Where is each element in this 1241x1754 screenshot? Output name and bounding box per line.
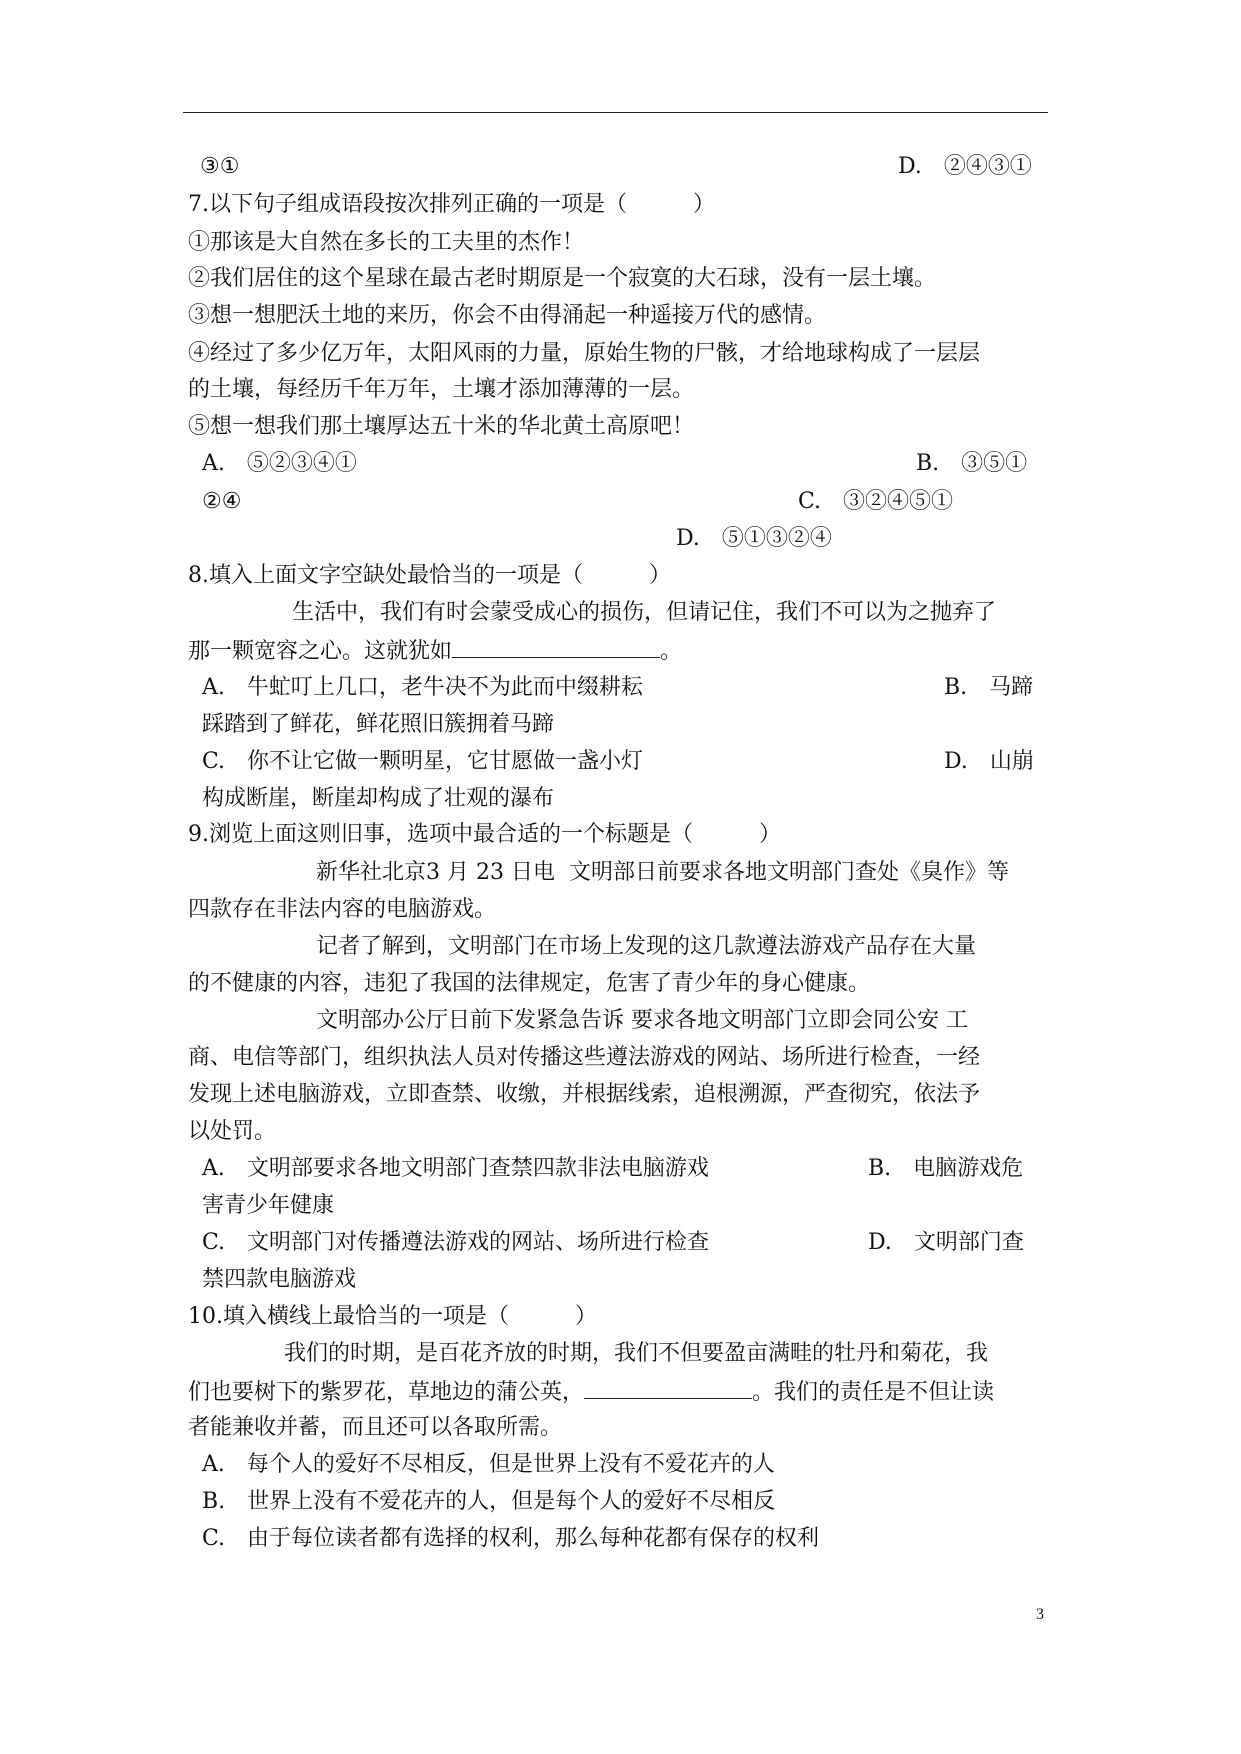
header-rule [183, 112, 1048, 113]
q8-paragraph-line-1: 生活中，我们有时会蒙受成心的损伤，但请记住，我们不可以为之抛弃了 [292, 600, 997, 625]
q8-answer-blank [452, 635, 660, 658]
q7-option-c: C. ③②④⑤① [798, 489, 954, 514]
q9-news-line-6: 商、电信等部门，组织执法人员对传播这些遵法游戏的网站、场所进行检查，一经 [188, 1045, 981, 1070]
q8-paragraph-end: 。 [660, 639, 683, 664]
q10-option-a: A. 每个人的爱好不尽相反，但是世界上没有不爱花卉的人 [202, 1452, 775, 1477]
q8-option-b: B. 马蹄 [944, 675, 1034, 700]
q6-option-d: D. ②④③① [898, 154, 1032, 179]
q9-news-line-4: 的不健康的内容，违犯了我国的法律规定，危害了青少年的身心健康。 [188, 971, 871, 996]
q9-news-line-7: 发现上述电脑游戏，立即查禁、收缴，并根据线索，追根溯源，严查彻究，依法予 [188, 1082, 981, 1107]
q9-news-line-3: 记者了解到，文明部门在市场上发现的这几款遵法游戏产品存在大量 [316, 934, 977, 959]
q10-option-c: C. 由于每位读者都有选择的权利，那么每种花都有保存的权利 [202, 1526, 820, 1551]
q9-stem: 9.浏览上面这则旧事，选项中最合适的一个标题是（ ） [188, 822, 781, 847]
q7-stem: 7.以下句子组成语段按次排列正确的一项是（ ） [188, 192, 715, 217]
q6-option-a-tail: ③① [200, 154, 240, 179]
q7-sentence-5: ⑤想一想我们那土壤厚达五十米的华北黄土高原吧！ [188, 414, 695, 439]
q9-option-b-tail: 害青少年健康 [202, 1193, 335, 1218]
q7-option-b-tail: ②④ [202, 489, 242, 514]
q10-paragraph-end: 。我们的责任是不但让读 [752, 1380, 995, 1405]
q7-sentence-4b: 的土壤，每经历千年万年，土壤才添加薄薄的一层。 [188, 377, 695, 402]
q9-news-line-2: 四款存在非法内容的电脑游戏。 [188, 897, 497, 922]
q10-answer-blank [584, 1376, 752, 1399]
q7-option-a: A. ⑤②③④① [202, 451, 357, 476]
q9-news-line-1: 新华社北京3 月 23 日电 文明部日前要求各地文明部门查处《臭作》等 [316, 860, 1009, 885]
q8-stem: 8.填入上面文字空缺处最恰当的一项是（ ） [188, 563, 671, 588]
q8-option-d-tail: 构成断崖，断崖却构成了壮观的瀑布 [202, 786, 555, 811]
q8-paragraph-line-2 [188, 635, 682, 667]
q9-option-d: D. 文明部门查 [868, 1230, 1024, 1255]
q10-paragraph-line-3: 者能兼收并蓄，而且还可以各取所需。 [188, 1415, 563, 1440]
q7-option-d: D. ⑤①③②④ [676, 526, 832, 551]
q7-option-b: B. ③⑤① [916, 451, 1028, 476]
q10-paragraph-line-2 [188, 1376, 994, 1408]
page-number: 3 [1036, 1606, 1044, 1623]
q7-sentence-3: ③想一想肥沃土地的来历，你会不由得涌起一种遥接万代的感情。 [188, 303, 827, 328]
q8-option-a: A. 牛虻叮上几口，老牛决不为此而中缀耕耘 [202, 675, 643, 700]
q9-news-line-5: 文明部办公厅日前下发紧急告诉 要求各地文明部门立即会同公安 工 [316, 1008, 968, 1033]
q7-sentence-4a: ④经过了多少亿万年，太阳风雨的力量，原始生物的尸骸，才给地球构成了一层层 [188, 341, 981, 366]
q8-option-b-tail: 踩踏到了鲜花，鲜花照旧簇拥着马蹄 [202, 712, 555, 737]
q9-option-b: B. 电脑游戏危 [868, 1156, 1024, 1181]
q7-sentence-1: ①那该是大自然在多长的工夫里的杰作！ [188, 230, 585, 255]
q9-option-d-tail: 禁四款电脑游戏 [202, 1267, 357, 1292]
q9-option-a: A. 文明部要求各地文明部门查禁四款非法电脑游戏 [202, 1156, 709, 1181]
q10-stem: 10.填入横线上最恰当的一项是（ ） [188, 1304, 597, 1329]
q7-sentence-2: ②我们居住的这个星球在最古老时期原是一个寂寞的大石球，没有一层土壤。 [188, 266, 937, 291]
q8-option-c: C. 你不让它做一颗明星，它甘愿做一盏小灯 [202, 749, 644, 774]
q10-paragraph-text: 们也要树下的紫罗花，草地边的蒲公英， [188, 1380, 585, 1405]
q10-option-b: B. 世界上没有不爱花卉的人，但是每个人的爱好不尽相反 [202, 1489, 776, 1514]
q9-option-c: C. 文明部门对传播遵法游戏的网站、场所进行检查 [202, 1230, 710, 1255]
q8-paragraph-text: 那一颗宽容之心。这就犹如 [188, 639, 453, 664]
q9-news-line-8: 以处罚。 [188, 1119, 277, 1144]
q10-paragraph-line-1: 我们的时期，是百花齐放的时期，我们不但要盈亩满畦的牡丹和菊花，我 [284, 1341, 989, 1366]
q8-option-d: D. 山崩 [944, 749, 1034, 774]
